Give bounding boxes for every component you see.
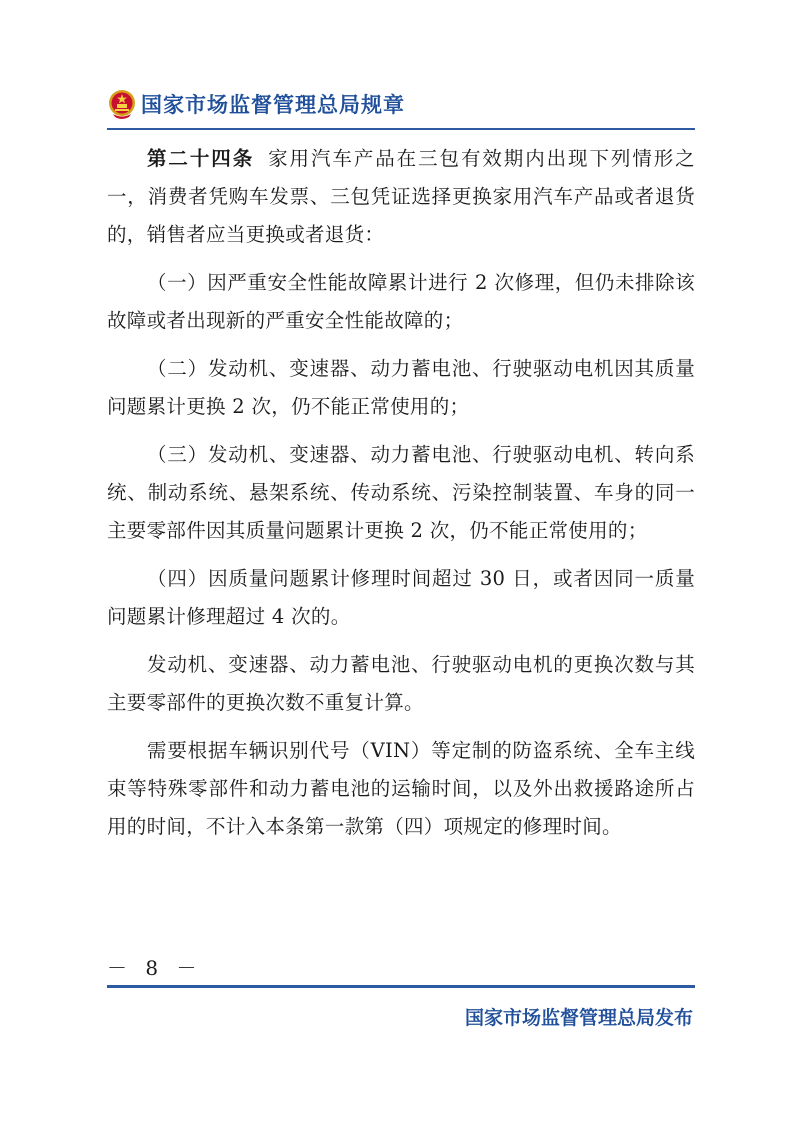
header-divider: [107, 128, 695, 130]
article-paragraph-3: 需要根据车辆识别代号（VIN）等定制的防盗系统、全车主线束等特殊零部件和动力蓄电池的运输时间，以及外出救援路途所占用的时间，不计入本条第一款第（四）项规定的修理时间。: [107, 739, 695, 838]
article-item-2: （二）发动机、变速器、动力蓄电池、行驶驱动电机因其质量问题累计更换 2 次，仍不能正常使用的；: [107, 357, 695, 418]
page-number: － 8 －: [107, 956, 203, 980]
article-paragraph-2: 发动机、变速器、动力蓄电池、行驶驱动电机的更换次数与其主要零部件的更换次数不重复计算。: [107, 653, 695, 714]
footer-divider: [107, 985, 695, 988]
article-body: [107, 140, 695, 846]
document-header: [107, 84, 405, 124]
article-intro-paragraph: [107, 140, 695, 254]
article-item-1: （一）因严重安全性能故障累计进行 2 次修理，但仍未排除该故障或者出现新的严重安全性能故障的；: [107, 271, 695, 332]
article-intro-text: 家用汽车产品在三包有效期内出现下列情形之一，消费者凭购车发票、三包凭证选择更换家用汽车产品或者退货的，销售者应当更换或者退货：: [107, 147, 695, 246]
header-title: 国家市场监督管理总局规章: [141, 93, 405, 117]
footer-publisher: 国家市场监督管理总局发布: [464, 1007, 693, 1029]
article-item-4: （四）因质量问题累计修理时间超过 30 日，或者因同一质量问题累计修理超过 4 次的。: [107, 567, 695, 628]
article-number: 第二十四条: [147, 147, 255, 170]
national-emblem-icon: [107, 88, 137, 120]
article-item-3: （三）发动机、变速器、动力蓄电池、行驶驱动电机、转向系统、制动系统、悬架系统、传动系统、污染控制装置、车身的同一主要零部件因其质量问题累计更换 2 次，仍不能正常使用的；: [107, 443, 695, 542]
